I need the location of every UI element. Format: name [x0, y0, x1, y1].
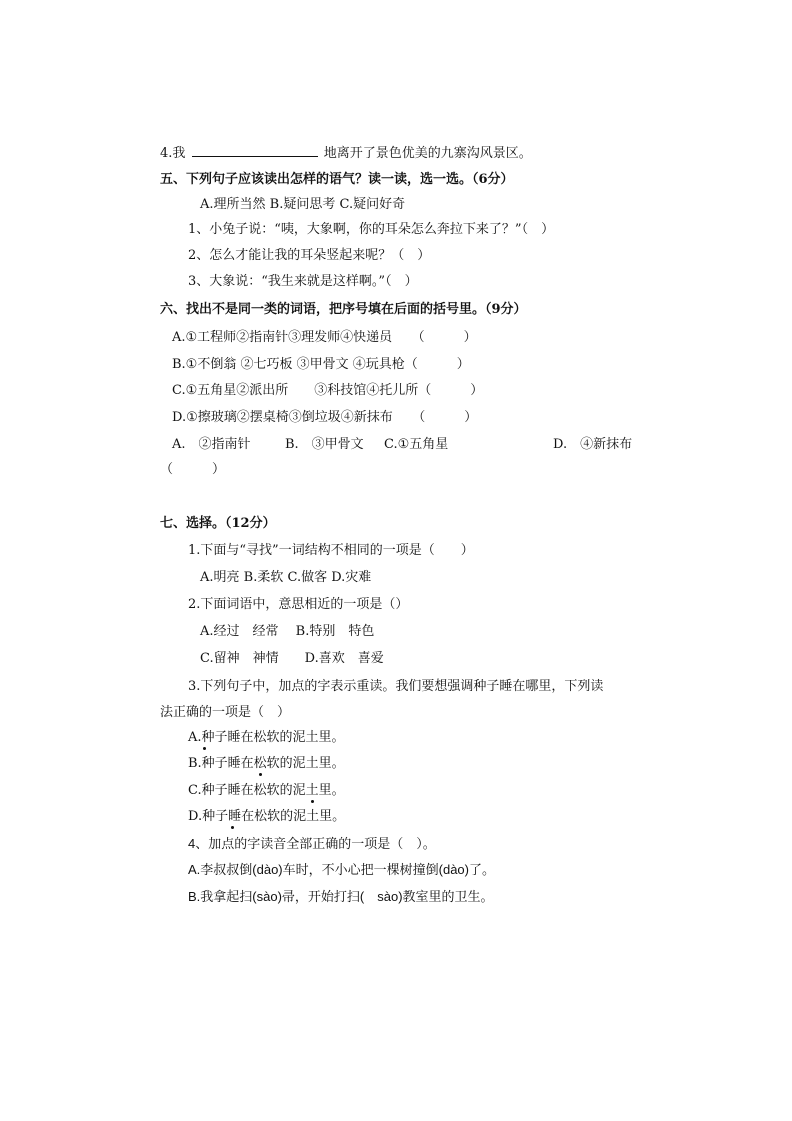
- q4-blank[interactable]: [192, 144, 318, 157]
- section5-options: A.理所当然 B.疑问思考 C.疑问好奇: [200, 197, 406, 212]
- section7-q2-options-1: A.经过 经常 B.特别 特色: [200, 624, 375, 639]
- section5-title: 五、下列句子应该读出怎样的语气？读一读，选一选。（6分）: [160, 172, 514, 187]
- section5-item-3: 3、大象说：“我生来就是这样啊。”（ ）: [188, 274, 418, 289]
- section6-title: 六、找出不是同一类的词语，把序号填在后面的括号里。（9分）: [160, 302, 527, 317]
- section7-q3-option-c: C.种子睡在松软的泥土里。: [188, 783, 345, 798]
- section7-title: 七、选择。（12分）: [160, 516, 276, 531]
- section6-item-c: C.①五角星②派出所 ③科技馆④托儿所（ ）: [172, 383, 484, 398]
- section6-item-a: A.①工程师②指南针③理发师④快递员 （ ）: [172, 330, 477, 345]
- section6-answer-b: B. ③甲骨文: [285, 437, 364, 452]
- section6-answer-a: A. ②指南针: [172, 437, 251, 452]
- section7-q3-option-d: D.种子睡在松软的泥土里。: [188, 809, 346, 824]
- section6-answer-d: D. ④新抹布: [553, 437, 633, 452]
- section7-q4: 4、加点的字读音全部正确的一项是（ ）。: [188, 836, 436, 851]
- section6-answer-c: C.①五角星: [384, 437, 449, 452]
- q4-suffix: 地离开了景色优美的九寨沟风景区。: [323, 146, 532, 161]
- section7-q2-options-2: C.留神 神情 D.喜欢 喜爱: [200, 651, 384, 666]
- emphasis-dot: [231, 826, 234, 829]
- section7-q1: 1.下面与“寻找”一词结构不相同的一项是（ ）: [188, 543, 474, 558]
- section7-q4-option-a: A.李叔叔倒(dào)车时，不小心把一棵树撞倒(dào)了。: [188, 862, 495, 877]
- section7-q3-option-a: A.种子睡在松软的泥土里。: [188, 730, 345, 745]
- section6-answer-bracket: （ ）: [160, 462, 226, 477]
- q4-fill-blank: [160, 144, 532, 162]
- emphasis-dot: [203, 747, 206, 750]
- emphasis-dot: [259, 773, 262, 776]
- section7-q3-line2: 法正确的一项是（ ）: [160, 705, 291, 720]
- section7-q3-option-b: B.种子睡在松软的泥土里。: [188, 756, 345, 771]
- q4-prefix: 4.我: [160, 146, 186, 161]
- section5-item-2: 2、怎么才能让我的耳朵竖起来呢？（ ）: [188, 248, 431, 263]
- emphasis-dot: [311, 800, 314, 803]
- section6-item-b: B.①不倒翁 ②七巧板 ③甲骨文 ④玩具枪（ ）: [172, 357, 470, 372]
- section7-q3-line1: 3.下列句子中，加点的字表示重读。我们要想强调种子睡在哪里，下列读: [188, 679, 604, 694]
- section5-item-1: 1、小兔子说：“咦，大象啊，你的耳朵怎么奔拉下来了？”（ ）: [188, 222, 555, 237]
- section7-q4-option-b: B.我拿起扫(sào)帚，开始打扫( sào)教室里的卫生。: [188, 889, 494, 904]
- section6-item-d: D.①擦玻璃②摆桌椅③倒垃圾④新抹布 （ ）: [172, 410, 478, 425]
- section7-q2: 2.下面词语中，意思相近的一项是（）: [188, 597, 409, 612]
- section7-q1-options: A.明亮 B.柔软 C.做客 D.灾难: [200, 570, 372, 585]
